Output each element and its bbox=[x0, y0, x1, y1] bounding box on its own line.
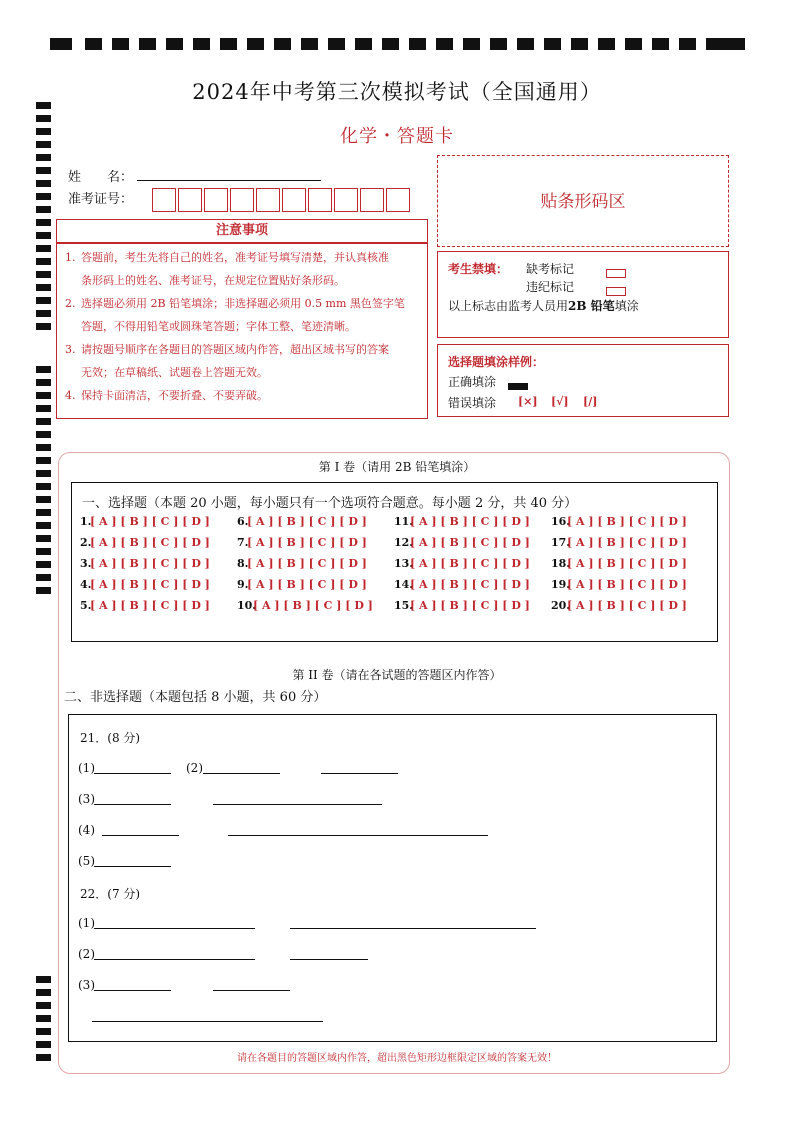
name-field[interactable] bbox=[137, 180, 321, 181]
answer-options[interactable]: [ A ] [ B ] [ C ] [ D ] bbox=[247, 578, 367, 591]
part2-section-title: 二、非选择题（本题包括 8 小题，共 60 分） bbox=[64, 690, 327, 705]
question-number: 18. bbox=[551, 557, 571, 570]
page-title: 2024年中考第三次模拟考试（全国通用） bbox=[192, 80, 602, 104]
question-22-label: 22．(7 分) bbox=[80, 887, 141, 901]
answer-options[interactable]: [ A ] [ B ] [ C ] [ D ] bbox=[247, 515, 367, 528]
answer-line[interactable] bbox=[94, 959, 255, 960]
answer-options[interactable]: [ A ] [ B ] [ C ] [ D ] bbox=[410, 599, 530, 612]
violation-label: 违纪标记 bbox=[526, 280, 575, 294]
question-number: 7. bbox=[237, 536, 249, 549]
sub-label: (5) bbox=[78, 854, 95, 868]
answer-options[interactable]: [ A ] [ B ] [ C ] [ D ] bbox=[567, 599, 687, 612]
barcode-area bbox=[437, 155, 729, 247]
question-number: 12. bbox=[394, 536, 414, 549]
exam-id-cell[interactable] bbox=[360, 188, 384, 212]
question-number: 13. bbox=[394, 557, 414, 570]
sample-title: 选择题填涂样例： bbox=[448, 355, 545, 369]
answer-line[interactable] bbox=[213, 990, 290, 991]
question-number: 16. bbox=[551, 515, 571, 528]
exam-id-cell[interactable] bbox=[178, 188, 202, 212]
sub-label: (3) bbox=[78, 978, 95, 992]
answer-options[interactable]: [ A ] [ B ] [ C ] [ D ] bbox=[90, 557, 210, 570]
question-number: 10. bbox=[237, 599, 257, 612]
question-number: 4. bbox=[80, 578, 92, 591]
sub-label: (2) bbox=[78, 947, 95, 961]
answer-line[interactable] bbox=[94, 866, 171, 867]
sub-label: (2) bbox=[186, 761, 203, 775]
question-number: 14. bbox=[394, 578, 414, 591]
answer-line[interactable] bbox=[94, 804, 171, 805]
answer-line[interactable] bbox=[321, 773, 398, 774]
wrong-mark-sample: [×] bbox=[518, 395, 538, 408]
free-response-box bbox=[68, 714, 717, 1042]
notice-item: 3. 请按题号顺序在各题目的答题区域内作答，超出区域书写的答案 无效；在草稿纸、试题卷上答题无效。 bbox=[65, 343, 389, 379]
notice-title: 注意事项 bbox=[215, 223, 268, 238]
absent-label: 缺考标记 bbox=[526, 262, 575, 276]
answer-line[interactable] bbox=[228, 835, 488, 836]
part1-title: 第 I 卷（请用 2B 铅笔填涂） bbox=[318, 460, 476, 474]
answer-line[interactable] bbox=[290, 959, 368, 960]
answer-options[interactable]: [ A ] [ B ] [ C ] [ D ] bbox=[410, 536, 530, 549]
answer-line[interactable] bbox=[102, 835, 179, 836]
answer-options[interactable]: [ A ] [ B ] [ C ] [ D ] bbox=[567, 515, 687, 528]
answer-options[interactable]: [ A ] [ B ] [ C ] [ D ] bbox=[90, 599, 210, 612]
answer-options[interactable]: [ A ] [ B ] [ C ] [ D ] bbox=[90, 578, 210, 591]
answer-line[interactable] bbox=[94, 990, 171, 991]
question-number: 20. bbox=[551, 599, 571, 612]
answer-line[interactable] bbox=[94, 773, 171, 774]
sample-box bbox=[437, 344, 729, 417]
notice-box bbox=[56, 243, 428, 419]
part2-title: 第 II 卷（请在各试题的答题区内作答） bbox=[292, 668, 502, 682]
question-number: 6. bbox=[237, 515, 249, 528]
question-number: 11. bbox=[394, 515, 414, 528]
name-label: 姓 名： bbox=[68, 170, 134, 185]
answer-line[interactable] bbox=[290, 928, 536, 929]
question-number: 2. bbox=[80, 536, 92, 549]
sub-label: (3) bbox=[78, 792, 95, 806]
answer-line[interactable] bbox=[94, 928, 255, 929]
exam-id-cell[interactable] bbox=[256, 188, 280, 212]
absent-mark[interactable] bbox=[606, 263, 626, 282]
exam-id-cell[interactable] bbox=[230, 188, 254, 212]
forbidden-note: 以上标志由监考人员用2B 铅笔填涂 bbox=[448, 299, 639, 313]
mcq-section-title: 一、选择题（本题 20 小题，每小题只有一个选项符合题意。每小题 2 分，共 40 分） bbox=[82, 496, 578, 511]
exam-id-cell[interactable] bbox=[204, 188, 228, 212]
answer-options[interactable]: [ A ] [ B ] [ C ] [ D ] bbox=[247, 557, 367, 570]
notice-item: 4. 保持卡面清洁，不要折叠、不要弄破。 bbox=[65, 389, 268, 402]
question-number: 19. bbox=[551, 578, 571, 591]
answer-options[interactable]: [ A ] [ B ] [ C ] [ D ] bbox=[567, 536, 687, 549]
question-number: 5. bbox=[80, 599, 92, 612]
question-number: 17. bbox=[551, 536, 571, 549]
sub-label: (4) bbox=[78, 823, 95, 837]
forbidden-title: 考生禁填： bbox=[448, 262, 509, 276]
sub-label: (1) bbox=[78, 761, 95, 775]
answer-line[interactable] bbox=[92, 1021, 323, 1022]
question-number: 1. bbox=[80, 515, 92, 528]
sub-label: (1) bbox=[78, 916, 95, 930]
barcode-label: 贴条形码区 bbox=[540, 192, 626, 212]
answer-options[interactable]: [ A ] [ B ] [ C ] [ D ] bbox=[410, 515, 530, 528]
question-number: 8. bbox=[237, 557, 249, 570]
answer-options[interactable]: [ A ] [ B ] [ C ] [ D ] bbox=[247, 536, 367, 549]
page-subtitle: 化学・答题卡 bbox=[340, 126, 454, 147]
exam-id-grid[interactable] bbox=[152, 188, 412, 212]
answer-options[interactable]: [ A ] [ B ] [ C ] [ D ] bbox=[410, 578, 530, 591]
wrong-label: 错误填涂 bbox=[448, 396, 497, 410]
timing-marks-top bbox=[50, 38, 745, 50]
exam-id-cell[interactable] bbox=[282, 188, 306, 212]
question-number: 3. bbox=[80, 557, 92, 570]
footer-warning: 请在各题目的答题区域内作答，超出黑色矩形边框限定区域的答案无效！ bbox=[237, 1053, 557, 1064]
answer-line[interactable] bbox=[203, 773, 280, 774]
answer-options[interactable]: [ A ] [ B ] [ C ] [ D ] bbox=[410, 557, 530, 570]
notice-item: 1. 答题前，考生先将自己的姓名，准考证号填写清楚，并认真核准 条形码上的姓名、准考证号，在规定位置贴好条形码。 bbox=[65, 251, 389, 287]
answer-options[interactable]: [ A ] [ B ] [ C ] [ D ] bbox=[90, 536, 210, 549]
correct-label: 正确填涂 bbox=[448, 375, 497, 389]
answer-line[interactable] bbox=[213, 804, 382, 805]
question-number: 9. bbox=[237, 578, 249, 591]
exam-id-cell[interactable] bbox=[152, 188, 176, 212]
answer-options[interactable]: [ A ] [ B ] [ C ] [ D ] bbox=[253, 599, 373, 612]
exam-id-cell[interactable] bbox=[308, 188, 332, 212]
question-21-label: 21．(8 分) bbox=[80, 731, 141, 745]
exam-id-label: 准考证号： bbox=[68, 192, 134, 207]
wrong-mark-sample: [√] bbox=[551, 395, 569, 408]
answer-options[interactable]: [ A ] [ B ] [ C ] [ D ] bbox=[90, 515, 210, 528]
answer-options[interactable]: [ A ] [ B ] [ C ] [ D ] bbox=[567, 578, 687, 591]
question-number: 15. bbox=[394, 599, 414, 612]
notice-header bbox=[56, 219, 428, 243]
forbidden-box bbox=[437, 251, 729, 338]
answer-options[interactable]: [ A ] [ B ] [ C ] [ D ] bbox=[567, 557, 687, 570]
notice-item: 2. 选择题必须用 2B 铅笔填涂；非选择题必须用 0.5 mm 黑色签字笔 答题，不得用铅笔或圆珠笔答题；字体工整、笔迹清晰。 bbox=[65, 297, 405, 333]
exam-id-cell[interactable] bbox=[386, 188, 410, 212]
exam-id-cell[interactable] bbox=[334, 188, 358, 212]
wrong-mark-sample: [/] bbox=[583, 395, 598, 408]
correct-fill-sample bbox=[508, 376, 528, 395]
